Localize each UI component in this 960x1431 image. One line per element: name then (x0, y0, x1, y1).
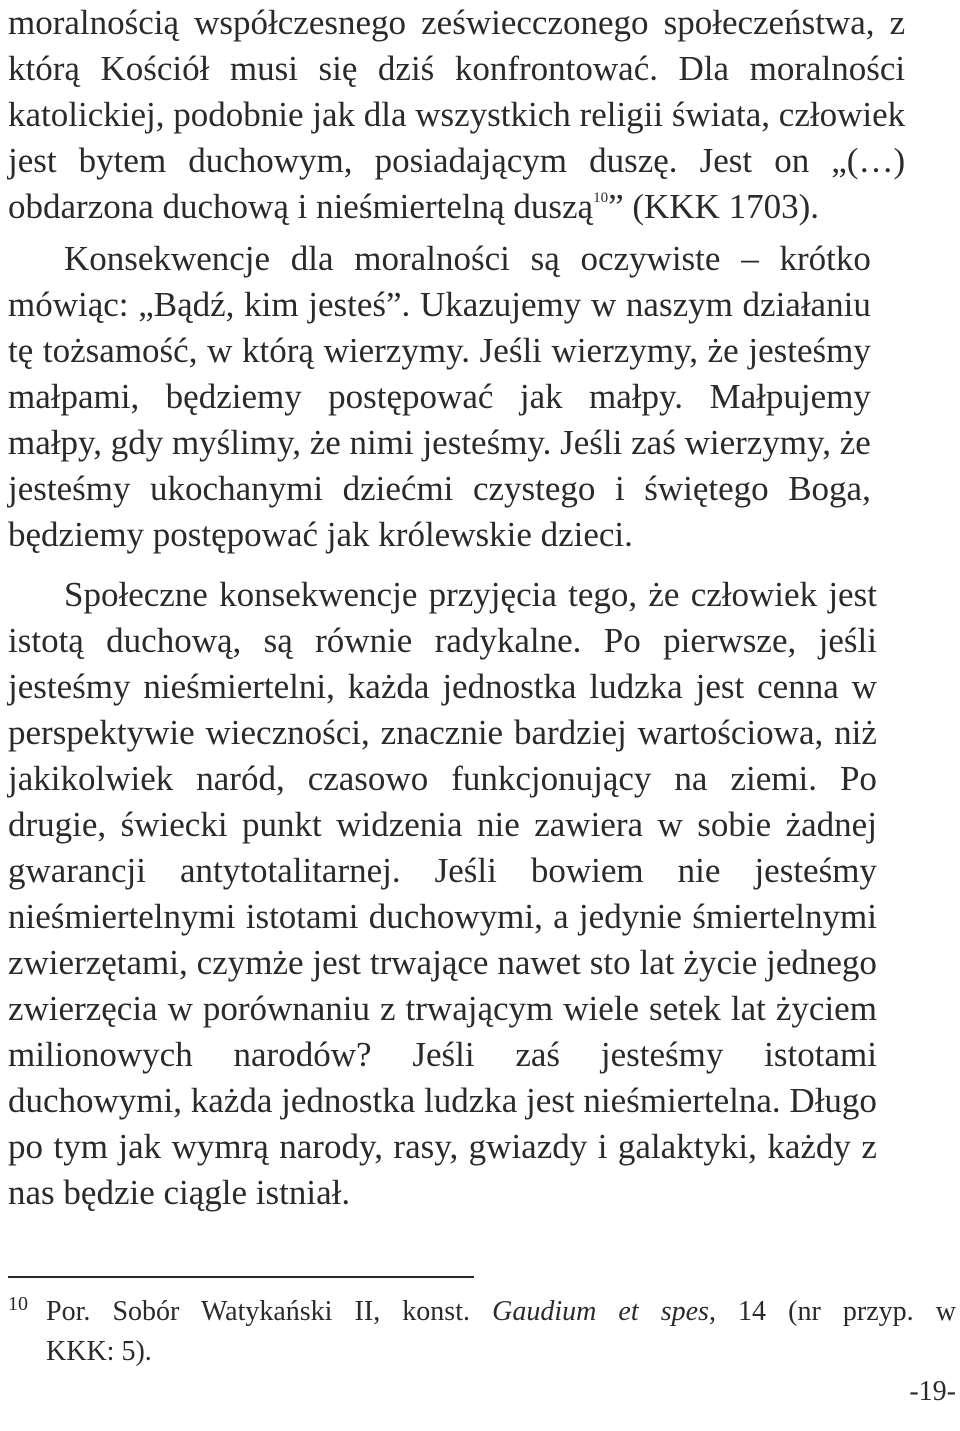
text-line: duchowymi, każda jednostka ludzka jest nieśmiertelna. Długo (8, 1081, 877, 1120)
text-line: istotą duchową, są równie radykalne. Po pierwsze, jeśli (8, 621, 877, 660)
text-line: jakikolwiek naród, czasowo funkcjonujący na ziemi. Po (8, 759, 877, 798)
text-line: drugie, świecki punkt widzenia nie zawiera w sobie żadnej (8, 805, 877, 844)
paragraph-2 (8, 236, 871, 558)
text-line: małpami, będziemy postępować jak małpy. Małpujemy (8, 377, 871, 416)
text-line: Konsekwencje dla moralności są oczywiste – krótko (64, 239, 871, 278)
text-line: katolickiej, podobnie jak dla wszystkich religii świata, człowiek (8, 95, 906, 134)
text-line: jesteśmy nieśmiertelni, każda jednostka ludzka jest cenna w (8, 667, 877, 706)
page-number: -19- (909, 1376, 956, 1407)
text-line: nieśmiertelnymi istotami duchowymi, a jedynie śmiertelnymi (8, 897, 877, 936)
footnote-line: KKK: 5). (46, 1336, 152, 1367)
text-line: mówiąc: „Bądź, kim jesteś”. Ukazujemy w naszym działaniu (8, 285, 871, 324)
text-line: Społeczne konsekwencje przyjęcia tego, że człowiek jest (64, 575, 877, 614)
footnote-line (46, 1292, 956, 1332)
text-line: gwarancji antytotalitarnej. Jeśli bowiem nie jesteśmy (8, 851, 877, 890)
footnote-separator (8, 1276, 474, 1278)
text-line: moralnością współczesnego zeświecczonego społeczeństwa, z (8, 3, 906, 42)
text-line: po tym jak wymrą narody, rasy, gwiazdy i galaktyki, każdy z (8, 1127, 877, 1166)
text-line: perspektywie wieczności, znacznie bardziej wartościowa, niż (8, 713, 877, 752)
footnote-reference[interactable]: 10 (593, 190, 609, 206)
footnote-fragment: , 14 (nr przyp. w (708, 1296, 956, 1327)
paragraph-3 (8, 572, 877, 1216)
footnote-number: 10 (8, 1293, 28, 1315)
text-line: milionowych narodów? Jeśli zaś jesteśmy istotami (8, 1035, 877, 1074)
footnote-text (46, 1292, 956, 1372)
text-line (8, 184, 905, 230)
text-line: jesteśmy ukochanymi dziećmi czystego i świętego Boga, (8, 469, 871, 508)
text-line: małpy, gdy myślimy, że nimi jesteśmy. Jeśli zaś wierzymy, że (8, 423, 871, 462)
paragraph-1 (8, 0, 905, 230)
text-line: którą Kościół musi się dziś konfrontować. Dla moralności (8, 49, 906, 88)
footnote-fragment: Por. Sobór Watykański II, konst. (46, 1296, 493, 1327)
text-fragment: obdarzona duchową i nieśmiertelną duszą (8, 187, 594, 226)
text-line: nas będzie ciągle istniał. (8, 1173, 351, 1212)
text-line: tę tożsamość, w którą wierzymy. Jeśli wierzymy, że jesteśmy (8, 331, 871, 370)
text-line: zwierzęcia w porównaniu z trwającym wiele setek lat życiem (8, 989, 877, 1028)
text-line: będziemy postępować jak królewskie dzieci. (8, 515, 633, 554)
text-line: jest bytem duchowym, posiadającym duszę. Jest on „(…) (8, 141, 906, 180)
text-line: zwierzętami, czymże jest trwające nawet sto lat życie jednego (8, 943, 877, 982)
text-fragment: ” (KKK 1703). (608, 187, 819, 226)
footnote-italic-title: Gaudium et spes (492, 1296, 709, 1327)
